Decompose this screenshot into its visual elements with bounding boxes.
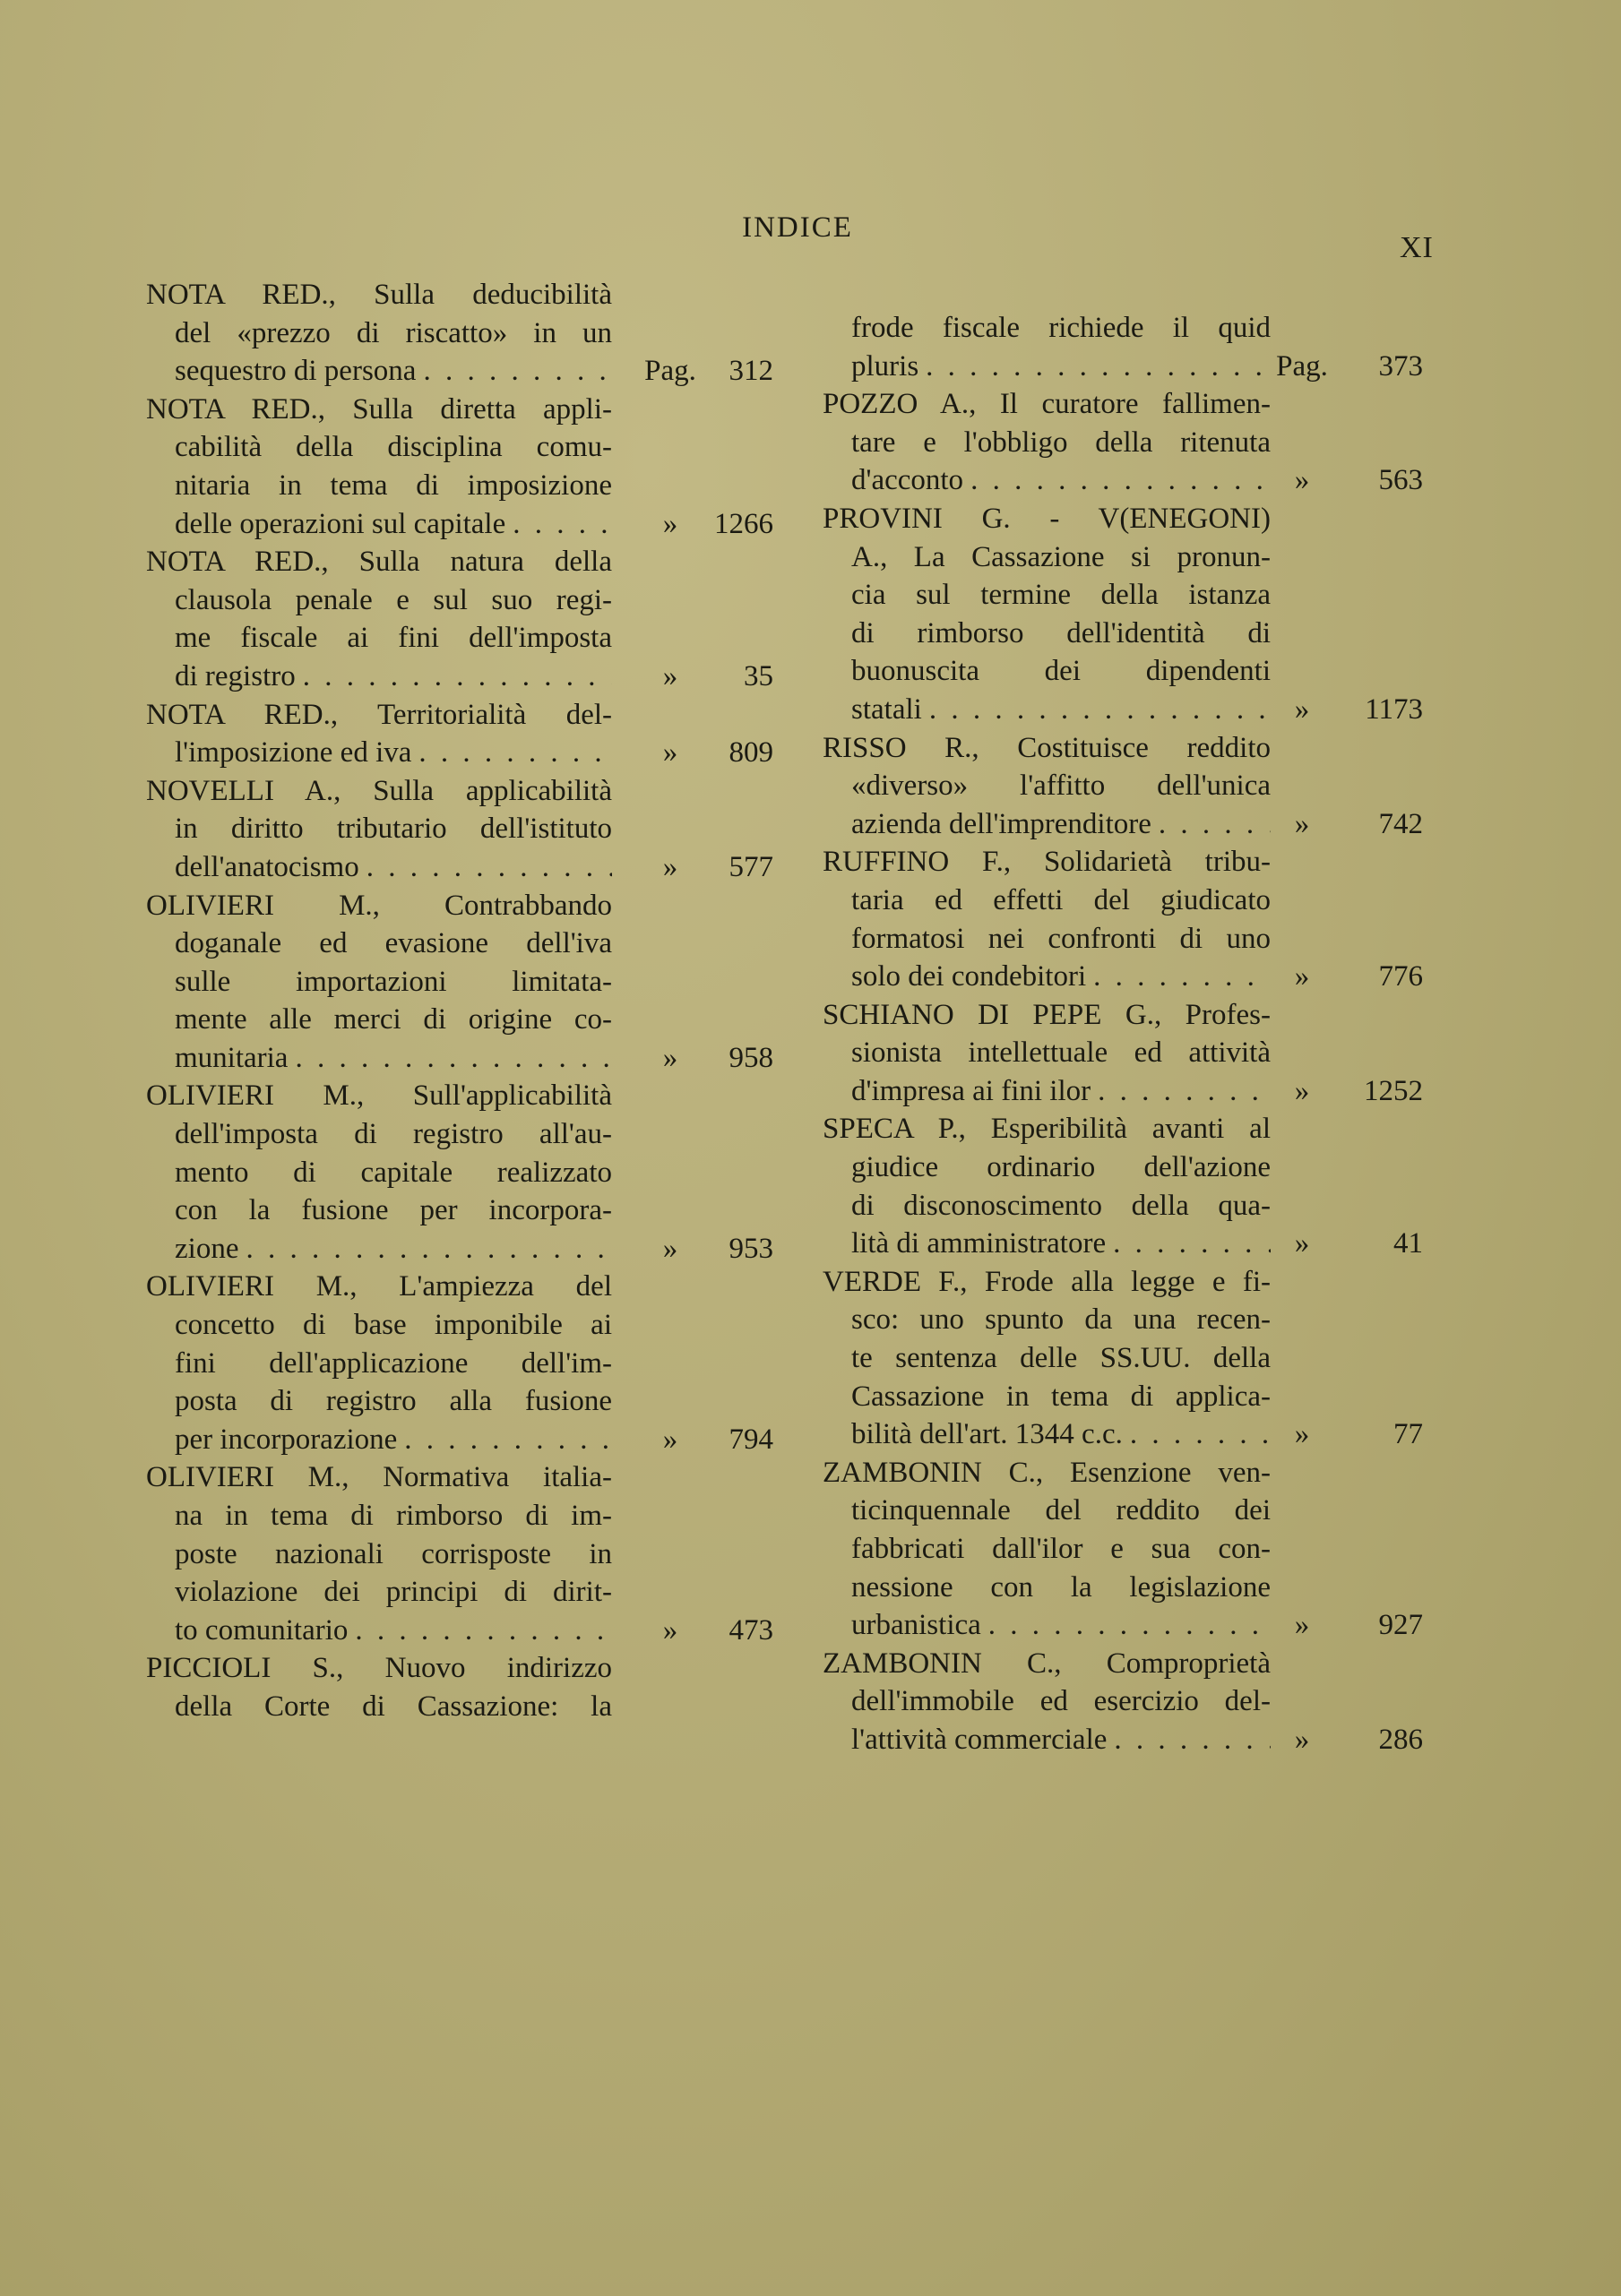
index-entry-line: di registro . . . <box>175 658 612 696</box>
index-entry-line: sco: uno spunto da una recen- <box>851 1303 1271 1337</box>
page-folio: XI <box>1400 231 1434 264</box>
index-entry-line: urbanistica . . . <box>851 1606 1271 1645</box>
page-ref-marker: » <box>662 736 678 770</box>
index-entry <box>146 543 773 695</box>
index-entry-heading: RISSO R., Costituisce reddito <box>823 731 1271 764</box>
index-entry-line: nessione con la legislazione <box>851 1570 1271 1604</box>
index-entry-line: tare e l'obbligo della ritenuta <box>851 426 1271 459</box>
index-column-right <box>823 309 1423 1759</box>
index-entry <box>146 696 773 772</box>
index-entry-heading: NOTA RED., Sulla diretta appli- <box>146 392 612 426</box>
index-entry-line: cia sul termine della istanza <box>851 579 1271 612</box>
index-entry-line: sionista intellettuale ed attività <box>851 1036 1271 1070</box>
index-entry-heading: NOTA RED., Sulla natura della <box>146 546 612 579</box>
index-entry-line: statali . . . <box>851 691 1271 729</box>
page-number: 958 <box>729 1041 773 1074</box>
page-number: 953 <box>729 1232 773 1265</box>
page-ref-marker: » <box>1294 1227 1310 1260</box>
index-entry <box>823 1263 1423 1454</box>
index-entry-line: con la fusione per incorpora- <box>175 1194 612 1227</box>
index-entry-line: azienda dell'imprenditore . . . <box>851 805 1271 844</box>
index-entry-line: l'imposizione ed iva . . . <box>175 734 612 772</box>
index-entry <box>146 1649 773 1725</box>
index-entry-line: giudice ordinario dell'azione <box>851 1151 1271 1184</box>
index-entry-line: sequestro di persona . . . <box>175 352 612 391</box>
index-entry-line: formatosi nei confronti di uno <box>851 922 1271 955</box>
index-entry <box>146 772 773 887</box>
page-number: 373 <box>1378 349 1423 383</box>
page-number: 776 <box>1378 960 1423 993</box>
page-number: 1266 <box>714 507 773 540</box>
index-entry <box>823 843 1423 995</box>
index-entry <box>823 385 1423 500</box>
index-entry-line: fabbricati dall'ilor e sua con- <box>851 1533 1271 1565</box>
index-entry-line: di disconoscimento della qua- <box>851 1189 1271 1222</box>
index-entry-line: dell'anatocismo . . . <box>175 848 612 887</box>
page-ref-marker: » <box>1294 1609 1310 1642</box>
index-entry-heading: NOTA RED., Territorialità del- <box>146 698 612 731</box>
index-entry <box>146 1268 773 1458</box>
index-entry-heading: ZAMBONIN C., Esenzione ven- <box>823 1456 1271 1489</box>
page-number: 809 <box>729 736 773 770</box>
index-entry-line: clausola penale e sul suo regi- <box>175 583 612 616</box>
page-ref-marker: » <box>1294 692 1310 726</box>
page-ref-marker: » <box>662 1613 678 1647</box>
index-entry-line: concetto di base imponibile ai <box>175 1309 612 1342</box>
index-entry <box>146 887 773 1078</box>
index-entry-line: in diritto tributario dell'istituto <box>175 813 612 846</box>
page-ref-marker: » <box>662 1232 678 1265</box>
index-entry <box>823 500 1423 729</box>
index-entry <box>146 391 773 543</box>
index-entry-line: taria ed effetti del giudicato <box>851 883 1271 916</box>
page-number: 927 <box>1378 1609 1423 1642</box>
page-number: 77 <box>1393 1418 1423 1451</box>
index-entry-line: «diverso» l'affitto dell'unica <box>851 770 1271 803</box>
index-entry-line: della Corte di Cassazione: la <box>175 1690 612 1723</box>
index-entry-heading: ZAMBONIN C., Comproprietà <box>823 1647 1271 1680</box>
index-entry-line: l'attività commerciale . . . <box>851 1721 1271 1759</box>
index-entry-heading: PICCIOLI S., Nuovo indirizzo <box>146 1652 612 1685</box>
index-entry-line: d'acconto . . . <box>851 461 1271 500</box>
index-entry-line: Cassazione in tema di applica- <box>851 1380 1271 1413</box>
page-ref-marker: » <box>1294 960 1310 993</box>
index-entry-line: violazione dei principi di dirit- <box>175 1576 612 1609</box>
page-ref-marker: » <box>1294 1074 1310 1107</box>
page-number: 35 <box>744 659 773 692</box>
index-entry-line: posta di registro alla fusione <box>175 1385 612 1418</box>
page-ref-marker: » <box>662 659 678 692</box>
index-entry-line: del «prezzo di riscatto» in un <box>175 316 612 349</box>
index-entry-heading: VERDE F., Frode alla legge e fi- <box>823 1265 1271 1298</box>
index-entry <box>823 1645 1423 1759</box>
index-entry-heading: OLIVIERI M., L'ampiezza del <box>146 1270 612 1303</box>
page-ref-marker: » <box>1294 1723 1310 1756</box>
index-entry-line: lità di amministratore . . . <box>851 1225 1271 1263</box>
index-entry-line: di rimborso dell'identità di <box>851 616 1271 649</box>
page-number: 742 <box>1378 807 1423 840</box>
page-ref-marker: » <box>662 1423 678 1456</box>
index-entry-line: delle operazioni sul capitale . . . <box>175 505 612 544</box>
index-entry-line: munitaria . . . <box>175 1039 612 1078</box>
index-entry-heading: SPECA P., Esperibilità avanti al <box>823 1113 1271 1146</box>
index-entry-line: mento di capitale realizzato <box>175 1156 612 1189</box>
page-number: 1173 <box>1365 692 1423 726</box>
index-entry <box>146 276 773 391</box>
index-entry <box>146 1458 773 1649</box>
index-column-left <box>146 276 773 1726</box>
index-entry-line: dell'imposta di registro all'au- <box>175 1118 612 1151</box>
index-entry-line: dell'immobile ed esercizio del- <box>851 1685 1271 1718</box>
index-entry-heading: SCHIANO DI PEPE G., Profes- <box>823 998 1271 1031</box>
page-ref-marker: » <box>1294 807 1310 840</box>
page-ref-marker: » <box>1294 464 1310 497</box>
index-entry-line: ticinquennale del reddito dei <box>851 1494 1271 1527</box>
page-number: 794 <box>729 1423 773 1456</box>
page-number: 1252 <box>1364 1074 1423 1107</box>
page-ref-marker: » <box>662 850 678 883</box>
index-entry <box>823 1110 1423 1262</box>
page-ref-marker: Pag. <box>1276 349 1328 383</box>
index-entry-line: fini dell'applicazione dell'im- <box>175 1346 612 1380</box>
index-entry <box>823 1454 1423 1645</box>
page-number: 563 <box>1378 464 1423 497</box>
page-ref-marker: Pag. <box>644 355 696 388</box>
index-entry-line: nitaria in tema di imposizione <box>175 469 612 502</box>
index-entry-heading: OLIVIERI M., Sull'applicabilità <box>146 1079 612 1113</box>
index-entry-line: poste nazionali corrisposte in <box>175 1537 612 1570</box>
index-entry-line: zione . . . <box>175 1230 612 1268</box>
index-entry <box>823 996 1423 1111</box>
page-ref-marker: » <box>662 1041 678 1074</box>
index-entry-line: d'impresa ai fini ilor . . . <box>851 1072 1271 1111</box>
index-entry-line: pluris . . . <box>851 348 1271 386</box>
index-entry-line: solo dei condebitori . . . <box>851 958 1271 996</box>
page-number: 286 <box>1378 1723 1423 1756</box>
index-entry-heading: OLIVIERI M., Contrabbando <box>146 889 612 922</box>
page-number: 312 <box>729 355 773 388</box>
index-entry-line: per incorporazione . . . <box>175 1421 612 1459</box>
index-entry-line: to comunitario . . . <box>175 1612 612 1650</box>
index-entry-line: na in tema di rimborso di im- <box>175 1500 612 1532</box>
index-entry-line: cabilità della disciplina comu- <box>175 431 612 464</box>
index-entry-line: buonuscita dei dipendenti <box>851 655 1271 688</box>
index-entry-line: frode fiscale richiede il quid <box>851 312 1271 344</box>
index-entry <box>823 729 1423 844</box>
page-ref-marker: » <box>1294 1418 1310 1451</box>
page-ref-marker: » <box>662 507 678 540</box>
page-number: 473 <box>729 1613 773 1647</box>
index-entry-heading: PROVINI G. - V(ENEGONI) <box>823 502 1271 535</box>
index-entry-line: A., La Cassazione si pronun- <box>851 540 1271 573</box>
index-entry-heading: NOVELLI A., Sulla applicabilità <box>146 774 612 807</box>
index-entry-line: sulle importazioni limitata- <box>175 965 612 998</box>
index-entry <box>823 309 1423 385</box>
index-entry-heading: RUFFINO F., Solidarietà tribu- <box>823 846 1271 879</box>
page-number: 577 <box>729 850 773 883</box>
index-entry-line: mente alle merci di origine co- <box>175 1003 612 1036</box>
index-entry-line: te sentenza delle SS.UU. della <box>851 1342 1271 1375</box>
page-number: 41 <box>1393 1227 1423 1260</box>
index-entry-heading: POZZO A., Il curatore fallimen- <box>823 388 1271 421</box>
index-entry-heading: OLIVIERI M., Normativa italia- <box>146 1461 612 1494</box>
index-entry-line: bilità dell'art. 1344 c.c. . . . <box>851 1415 1271 1454</box>
index-entry <box>146 1077 773 1268</box>
index-entry-heading: NOTA RED., Sulla deducibilità <box>146 279 612 311</box>
index-entry-line: doganale ed evasione dell'iva <box>175 927 612 960</box>
index-entry-line: me fiscale ai fini dell'imposta <box>175 622 612 655</box>
running-head: INDICE <box>742 211 853 244</box>
